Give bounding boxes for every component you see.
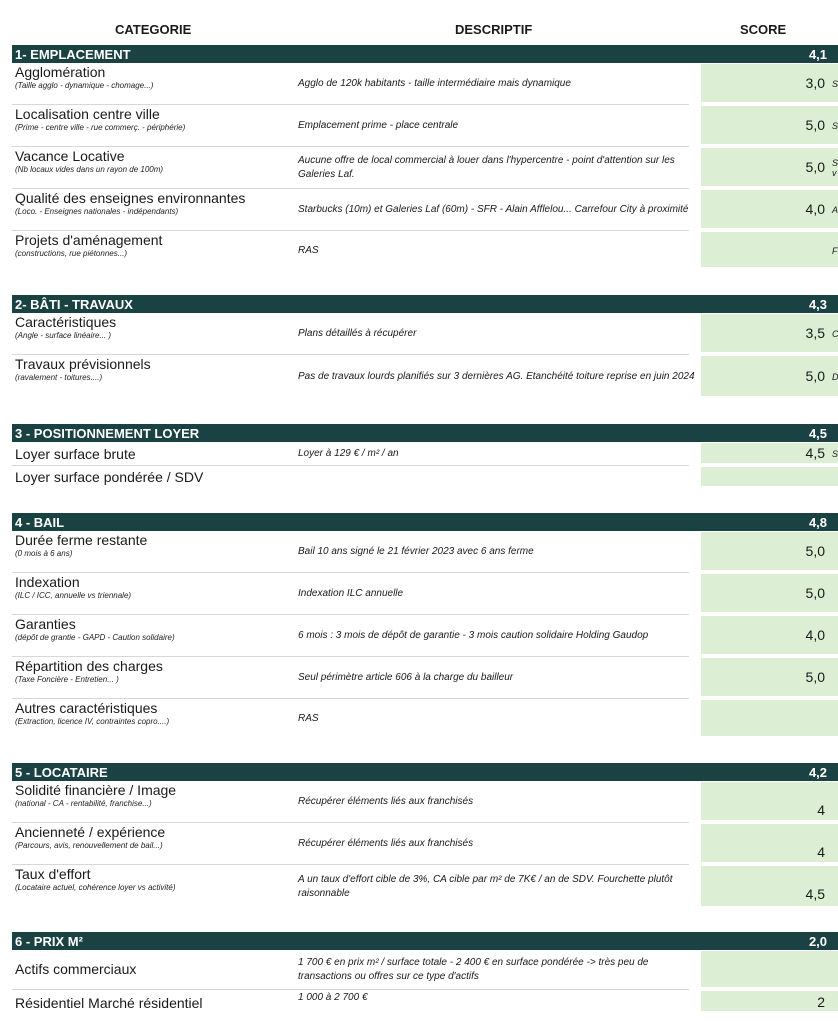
table-row bbox=[12, 616, 838, 656]
row-divider bbox=[12, 572, 689, 573]
clipped-comment: F bbox=[832, 245, 838, 256]
score-cell bbox=[701, 782, 838, 821]
score-value: 5,0 bbox=[805, 368, 825, 384]
table-row bbox=[12, 658, 838, 698]
criterion-hint: (national - CA - rentabilité, franchise...) bbox=[15, 799, 152, 808]
clipped-comment: S bbox=[832, 121, 838, 131]
score-cell bbox=[701, 991, 838, 1012]
score-value: 5,0 bbox=[805, 669, 825, 685]
criterion-hint: (Nb locaux vides dans un rayon de 100m) bbox=[15, 165, 164, 174]
criterion-name: Durée ferme restante bbox=[15, 532, 148, 548]
score-cell bbox=[701, 443, 838, 464]
criterion-hint: (ravalement - toitures....) bbox=[15, 373, 103, 382]
clipped-comment: C bbox=[832, 329, 838, 339]
score-cell bbox=[701, 106, 838, 145]
score-cell bbox=[701, 824, 838, 863]
table-row bbox=[12, 190, 838, 230]
table-row bbox=[12, 574, 838, 614]
table-row bbox=[12, 951, 838, 989]
score-value: 4,0 bbox=[805, 627, 825, 643]
section-header bbox=[12, 424, 838, 442]
score-value: 5,0 bbox=[805, 585, 825, 601]
criterion-name: Taux d'effort bbox=[15, 866, 91, 882]
criterion-hint: (Locataire actuel, cohérence loyer vs activité) bbox=[15, 883, 176, 892]
row-divider bbox=[12, 465, 689, 466]
criterion-description: Agglo de 120k habitants - taille intermédiaire mais dynamique bbox=[298, 78, 571, 89]
clipped-comment: A bbox=[832, 205, 838, 215]
table-row bbox=[12, 106, 838, 146]
score-cell bbox=[701, 148, 838, 187]
criterion-name: Actifs commerciaux bbox=[15, 961, 137, 977]
table-row bbox=[12, 314, 838, 354]
row-divider bbox=[12, 656, 689, 657]
section-header bbox=[12, 513, 838, 531]
criterion-description: RAS bbox=[298, 244, 319, 256]
score-value: 3,0 bbox=[805, 75, 825, 91]
criterion-hint: (ILC / ICC, annuelle vs triennale) bbox=[15, 591, 132, 600]
section-score: 4,3 bbox=[808, 297, 828, 312]
table-row bbox=[12, 443, 838, 465]
criterion-hint: (constructions, rue piétonnes...) bbox=[15, 249, 128, 258]
section-title: 4 - BAIL bbox=[15, 515, 65, 530]
criterion-description: Loyer à 129 € / m² / an bbox=[298, 448, 399, 459]
criterion-description: A un taux d'effort cible de 3%, CA cible par m² de 7K€ / an de SDV. Fourchette plutôt raisonnable bbox=[298, 874, 673, 899]
criterion-name: Autres caractéristiques bbox=[15, 700, 158, 716]
criterion-hint: (Loco. - Enseignes nationales - indépendants) bbox=[15, 207, 179, 216]
criterion-name: Solidité financière / Image bbox=[15, 782, 177, 798]
criterion-name: Garanties bbox=[15, 616, 76, 632]
criterion-description: Aucune offre de local commercial à louer dans l'hypercentre - point d'attention sur les Galeries Laf. bbox=[298, 155, 675, 180]
clipped-comment: S bbox=[832, 449, 838, 459]
criterion-description: Récupérer éléments liés aux franchisés bbox=[298, 796, 474, 807]
section-score: 4,1 bbox=[808, 47, 828, 62]
column-header-score: SCORE bbox=[740, 22, 787, 37]
score-cell bbox=[701, 190, 838, 229]
criterion-hint: (dépôt de grantie - GAPD - Caution solidaire) bbox=[15, 633, 175, 642]
row-divider bbox=[12, 354, 689, 355]
criterion-description: RAS bbox=[298, 713, 319, 724]
section-score: 4,8 bbox=[808, 515, 828, 530]
score-cell bbox=[701, 64, 838, 103]
row-divider bbox=[12, 698, 689, 699]
table-row bbox=[12, 782, 838, 822]
section-header bbox=[12, 763, 838, 781]
criterion-hint: (Taxe Foncière - Entretien... ) bbox=[15, 675, 119, 684]
criterion-description: Starbucks (10m) et Galeries Laf (60m) - SFR - Alain Afflelou... Carrefour City à proximité bbox=[298, 204, 689, 215]
row-divider bbox=[12, 614, 689, 615]
section-score: 4,5 bbox=[808, 426, 828, 441]
criterion-hint: (Parcours, avis, renouvellement de bail...) bbox=[15, 841, 163, 850]
section-header bbox=[12, 295, 838, 313]
section-score: 2,0 bbox=[808, 934, 828, 949]
criterion-name: Loyer surface brute bbox=[15, 446, 136, 462]
score-value: 4 bbox=[817, 844, 825, 860]
row-divider bbox=[12, 822, 689, 823]
score-cell bbox=[701, 467, 838, 487]
clipped-comment: S v bbox=[832, 158, 838, 178]
row-divider bbox=[12, 230, 689, 231]
score-cell bbox=[701, 314, 838, 353]
score-cell bbox=[701, 951, 838, 988]
criterion-description: 1 000 à 2 700 € bbox=[298, 992, 368, 1003]
table-row bbox=[12, 991, 838, 1013]
table-row bbox=[12, 64, 838, 104]
criterion-name: Indexation bbox=[15, 574, 80, 590]
table-row bbox=[12, 467, 838, 488]
row-divider bbox=[12, 864, 689, 865]
section-header bbox=[12, 932, 838, 950]
score-value: 4,0 bbox=[805, 201, 825, 217]
table-row bbox=[12, 824, 838, 864]
criterion-hint: (Extraction, licence IV, contraintes copro....) bbox=[15, 717, 170, 726]
row-divider bbox=[12, 104, 689, 105]
score-value: 2 bbox=[817, 994, 825, 1010]
section-score: 4,2 bbox=[808, 765, 828, 780]
criterion-description: Bail 10 ans signé le 21 février 2023 avec 6 ans ferme bbox=[298, 546, 534, 557]
criterion-name: Ancienneté / expérience bbox=[15, 824, 166, 840]
criterion-name: Vacance Locative bbox=[15, 148, 125, 164]
score-cell bbox=[701, 532, 838, 571]
section-title: 1- EMPLACEMENT bbox=[15, 47, 131, 62]
criterion-name: Projets d'aménagement bbox=[15, 232, 163, 248]
row-divider bbox=[12, 146, 689, 147]
column-header-descriptif: DESCRIPTIF bbox=[455, 22, 533, 37]
score-value: 5,0 bbox=[805, 543, 825, 559]
row-divider bbox=[12, 188, 689, 189]
table-row bbox=[12, 700, 838, 738]
section-title: 6 - PRIX M² bbox=[15, 934, 83, 949]
score-value: 4 bbox=[817, 802, 825, 818]
criterion-description: 6 mois : 3 mois de dépôt de garantie - 3 mois caution solidaire Holding Gaudop bbox=[298, 630, 649, 641]
criterion-name: Caractéristiques bbox=[15, 314, 117, 330]
criterion-description: Emplacement prime - place centrale bbox=[298, 120, 459, 131]
column-header-categorie: CATEGORIE bbox=[115, 22, 192, 37]
table-row bbox=[12, 148, 838, 188]
score-cell bbox=[701, 866, 838, 907]
criterion-hint: (Prime - centre ville - rue commerç. - périphérie) bbox=[15, 123, 186, 132]
score-value: 4,5 bbox=[805, 886, 825, 902]
table-row bbox=[12, 356, 838, 398]
table-row bbox=[12, 866, 838, 908]
score-value: 3,5 bbox=[805, 325, 825, 341]
criterion-name: Qualité des enseignes environnantes bbox=[15, 190, 246, 206]
row-divider bbox=[12, 989, 689, 990]
criterion-description: 1 700 € en prix m² / surface totale - 2 400 € en surface pondérée -> très peu de transactions ou offres sur ce type d'actifs bbox=[298, 957, 649, 982]
criterion-hint: (0 mois à 6 ans) bbox=[15, 549, 73, 558]
score-cell bbox=[701, 700, 838, 737]
section-title: 5 - LOCATAIRE bbox=[15, 765, 108, 780]
section-title: 3 - POSITIONNEMENT LOYER bbox=[15, 426, 200, 441]
score-value: 4,5 bbox=[805, 445, 825, 461]
score-cell bbox=[701, 574, 838, 613]
score-cell bbox=[701, 232, 838, 268]
section-title: 2- BÂTI - TRAVAUX bbox=[15, 297, 133, 312]
criterion-hint: (Angle - surface linéaire... ) bbox=[15, 331, 112, 340]
score-cell bbox=[701, 356, 838, 397]
score-value: 5,0 bbox=[805, 117, 825, 133]
clipped-comment: D bbox=[832, 372, 838, 382]
criterion-name: Travaux prévisionnels bbox=[15, 356, 151, 372]
criterion-name: Répartition des charges bbox=[15, 658, 163, 674]
section-header bbox=[12, 45, 838, 63]
criterion-description: Seul périmètre article 606 à la charge du bailleur bbox=[298, 672, 514, 683]
score-cell bbox=[701, 658, 838, 697]
criterion-description: Récupérer éléments liés aux franchisés bbox=[298, 838, 474, 849]
table-row bbox=[12, 532, 838, 572]
criterion-name: Résidentiel Marché résidentiel bbox=[15, 995, 203, 1011]
score-value: 5,0 bbox=[805, 159, 825, 175]
score-cell bbox=[701, 616, 838, 655]
criterion-name: Agglomération bbox=[15, 64, 106, 80]
criterion-description: Pas de travaux lourds planifiés sur 3 dernières AG. Etanchéité toiture reprise en juin 2024 bbox=[298, 371, 695, 382]
criterion-name: Localisation centre ville bbox=[15, 106, 160, 122]
criterion-hint: (Taille agglo - dynamique - chomage...) bbox=[15, 81, 154, 90]
criterion-description: Plans détaillés à récupérer bbox=[298, 328, 417, 339]
criterion-description: Indexation ILC annuelle bbox=[298, 588, 404, 599]
table-row bbox=[12, 232, 838, 269]
criterion-name: Loyer surface pondérée / SDV bbox=[15, 469, 204, 485]
clipped-comment: S bbox=[832, 79, 838, 89]
criterion-description bbox=[298, 467, 703, 488]
